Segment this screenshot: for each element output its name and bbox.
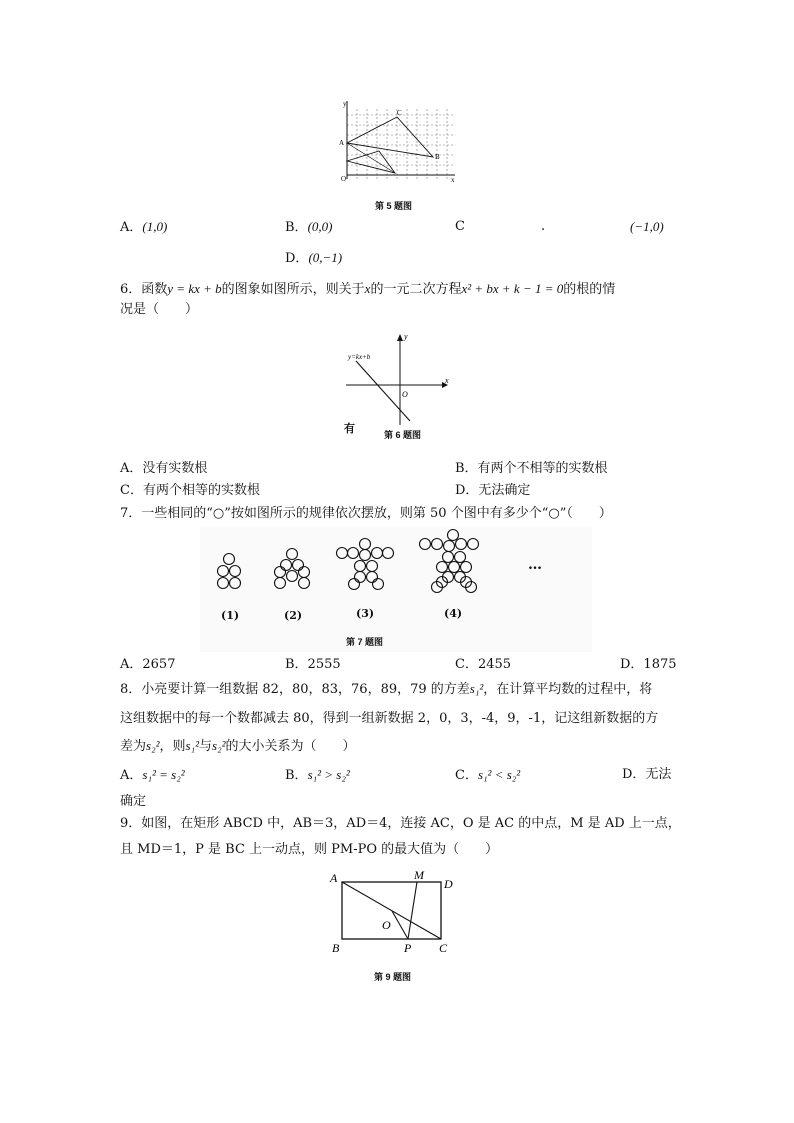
q7-option-b[interactable]: B．2555 xyxy=(285,657,341,672)
q6-line-label: y=kx+b xyxy=(348,353,371,361)
q5-option-d-label: D． xyxy=(285,251,309,266)
q5-grid-graph xyxy=(335,95,460,213)
q5-figure-caption: 第 5 题图 xyxy=(375,201,413,211)
q5-option-b-value: (0,0) xyxy=(307,219,333,234)
q6-line-graph xyxy=(340,325,455,443)
q8-option-a-label: A． xyxy=(120,768,143,783)
q7-label-2: (2) xyxy=(284,609,303,622)
q5-point-a-label: A xyxy=(339,139,345,147)
q8-option-a[interactable] xyxy=(120,766,185,785)
q6-var-x: x xyxy=(364,281,371,296)
q6-stem-mid: 的图象如图所示，则关于 xyxy=(221,282,365,297)
q5-point-c-label: C xyxy=(397,109,402,117)
q7-figure-caption: 第 7 题图 xyxy=(346,637,384,647)
q8-line3-and: 与 xyxy=(199,739,213,754)
q6-stem-prefix: 6．函数 xyxy=(120,282,168,297)
q5-option-d-value: (0,−1) xyxy=(308,250,343,265)
q5-option-d[interactable] xyxy=(285,249,342,268)
q6-figure-caption: 第 6 题图 xyxy=(384,430,422,440)
q8-s1-var-2: s₁² xyxy=(185,738,199,753)
q8-line3-prefix: 差为 xyxy=(120,739,147,754)
q7-stem: 7．一些相同的“○”按如图所示的规律依次摆放，则第 50 个图中有多少个“○”（ ） xyxy=(120,506,612,521)
q5-y-label: y xyxy=(343,100,347,108)
q6-stem-mid2: 的一元二次方程 xyxy=(370,282,462,297)
q8-option-b-label: B． xyxy=(285,768,308,783)
q5-option-c-dot: . xyxy=(541,219,546,234)
q8-option-b-value: s₁² > s₂² xyxy=(307,767,350,782)
q8-s2-var: s₂² xyxy=(146,738,160,753)
q7-label-1: (1) xyxy=(221,609,240,622)
q8-option-b[interactable] xyxy=(285,766,350,785)
q9-label-a: A xyxy=(330,871,338,885)
q5-point-b-label: B xyxy=(435,153,440,161)
q7-option-d[interactable]: D．1875 xyxy=(620,657,677,672)
q6-option-c[interactable]: C．有两个相等的实数根 xyxy=(120,483,260,498)
q5-option-c-value: (−1,0) xyxy=(630,219,664,234)
q5-option-a-value: (1,0) xyxy=(142,219,168,234)
q7-label-4: (4) xyxy=(444,607,463,620)
q8-line1-suffix: ，在计算平均数的过程中，将 xyxy=(483,682,653,697)
q6-figure-side-char: 有 xyxy=(344,422,355,435)
q6-option-a[interactable]: A．没有实数根 xyxy=(120,461,208,476)
q5-option-c-label[interactable]: C xyxy=(455,219,465,234)
q8-option-c[interactable] xyxy=(455,766,520,785)
q5-origin-label: O xyxy=(341,175,347,183)
q5-x-label: x xyxy=(451,176,455,184)
q8-option-a-value: s₁² = s₂² xyxy=(142,767,185,782)
q9-label-m: M xyxy=(414,868,424,882)
q6-stem-line1 xyxy=(120,280,615,299)
q7-figure xyxy=(200,527,592,652)
q9-figure xyxy=(322,862,470,990)
q8-line3-suffix: 的大小关系为（ ） xyxy=(225,739,356,754)
q8-line1 xyxy=(120,680,652,699)
q7-label-3: (3) xyxy=(356,607,375,620)
q5-option-a-label: A． xyxy=(120,220,143,235)
q9-line2: 且 MD＝1，P 是 BC 上一动点，则 PM-PO 的最大值为（ ） xyxy=(120,842,499,857)
q9-label-o: O xyxy=(382,918,391,932)
q9-figure-caption: 第 9 题图 xyxy=(374,972,412,982)
q6-y-label: y xyxy=(404,332,408,341)
q9-label-d: D xyxy=(444,877,453,891)
q7-circle-patterns xyxy=(200,527,592,652)
q8-option-d[interactable]: D．无法 xyxy=(622,767,672,782)
q7-ellipsis: … xyxy=(528,557,542,573)
q8-option-d-continued: 确定 xyxy=(120,794,147,809)
q8-line3-mid: ，则 xyxy=(159,739,186,754)
q6-origin-label: O xyxy=(402,390,408,399)
q5-option-a[interactable] xyxy=(120,218,167,237)
q6-stem-line2: 况是（ ） xyxy=(120,302,199,317)
q8-line3 xyxy=(120,737,356,756)
q6-option-b[interactable]: B．有两个不相等的实数根 xyxy=(455,461,608,476)
q7-option-a[interactable]: A．2657 xyxy=(120,657,176,672)
q6-formula-quadratic: x² + bx + k − 1 = 0 xyxy=(461,281,564,296)
q8-s1-var: s₁² xyxy=(469,681,484,696)
q9-label-b: B xyxy=(332,941,340,955)
q8-line2: 这组数据中的每一个数都减去 80，得到一组新数据 2，0，3，-4，9，-1，记这组新数据的方 xyxy=(120,711,659,726)
q8-option-c-value: s₁² < s₂² xyxy=(477,767,521,782)
q5-option-b[interactable] xyxy=(285,218,332,237)
q9-line1: 9．如图，在矩形 ABCD 中，AB＝3，AD＝4，连接 AC，O 是 AC 的中点，M 是 AD 上一点， xyxy=(120,816,681,831)
q8-line1-text: 8．小亮要计算一组数据 82，80，83，76，89，79 的方差 xyxy=(120,682,470,697)
q5-figure xyxy=(335,95,460,213)
q6-x-label: x xyxy=(445,376,449,385)
q6-option-d[interactable]: D．无法确定 xyxy=(455,483,531,498)
q6-formula-linear: y = kx + b xyxy=(167,281,222,296)
q6-stem-suffix: 的根的情 xyxy=(563,282,616,297)
q9-label-c: C xyxy=(439,941,448,955)
q7-option-c[interactable]: C．2455 xyxy=(455,657,512,672)
q9-label-p: P xyxy=(404,941,412,955)
q5-option-b-label: B． xyxy=(285,220,308,235)
q8-s2-var-2: s₂² xyxy=(212,738,226,753)
q8-option-c-label: C． xyxy=(455,768,478,783)
q6-figure xyxy=(340,325,455,443)
